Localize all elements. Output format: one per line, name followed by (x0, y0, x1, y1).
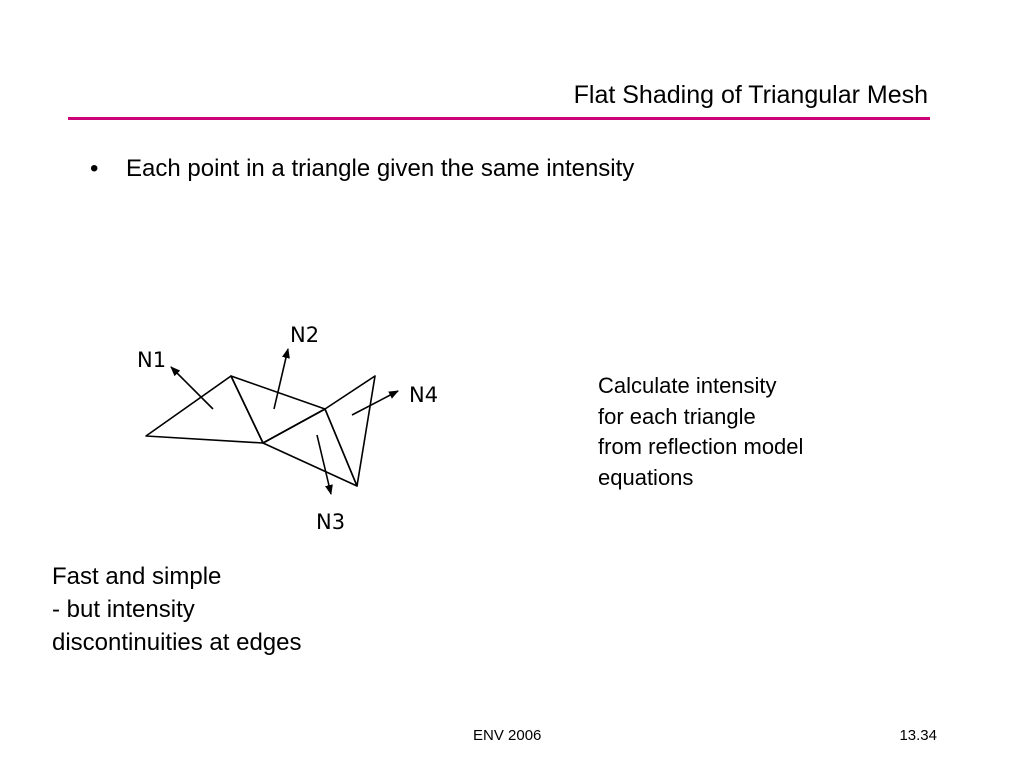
summary-note (52, 560, 412, 659)
normal-arrow-n3 (317, 435, 331, 494)
footer-course-label: ENV 2006 (473, 727, 542, 744)
calc-note-line-1: Calculate intensity (598, 373, 777, 398)
normal-arrow-n2 (274, 349, 288, 409)
normal-label-n2: N2 (290, 323, 320, 347)
summary-line-2: - but intensity (52, 596, 195, 623)
normal-label-n3: N3 (316, 510, 346, 534)
summary-line-1: Fast and simple (52, 563, 222, 590)
normal-label-n1: N1 (137, 348, 167, 372)
footer-page-number: 13.34 (899, 727, 937, 744)
mesh-triangle-2 (231, 376, 325, 443)
summary-line-3: discontinuities at edges (52, 629, 302, 656)
normal-arrow-n4 (352, 391, 398, 415)
mesh-triangle-3 (263, 409, 357, 486)
slide-title: Flat Shading of Triangular Mesh (573, 81, 928, 109)
mesh-triangle-4 (325, 376, 375, 486)
calculation-note (598, 371, 898, 493)
mesh-triangle-1 (146, 376, 263, 443)
bullet-marker: • (90, 155, 99, 182)
calc-note-line-3: from reflection model (598, 434, 804, 459)
bullet-text: Each point in a triangle given the same intensity (126, 155, 635, 182)
calc-note-line-4: equations (598, 464, 694, 490)
calc-note-line-2: for each triangle (598, 403, 756, 429)
normal-label-n4: N4 (409, 383, 439, 407)
